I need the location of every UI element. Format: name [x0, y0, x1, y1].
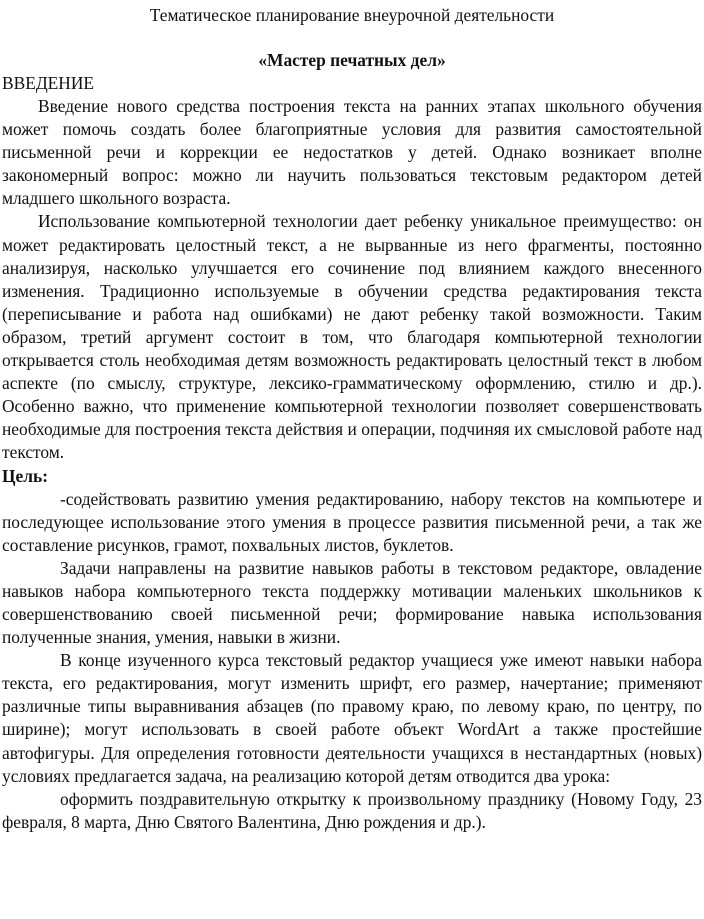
intro-paragraph-1: Введение нового средства построения текста на ранних этапах школьного обучения может помочь создать более благоприятные условия для развития самостоятельной письменной речи и коррекции ее недостатков у детей. Однако возникает вполне закономерный вопрос: можно ли научить пользоваться текстовым редактором детей младшего школьного возраста. — [2, 96, 702, 209]
goal-heading: Цель: — [2, 465, 48, 486]
goal-paragraph-2: Задачи направлены на развитие навыков работы в текстовом редакторе, овладение навыков набора компьютерного текста поддержку мотивации маленьких школьников к совершенствованию своей письменной речи; формирование навыка использования полученные знания, умения, навыки в жизни. — [2, 557, 702, 648]
intro-heading: ВВЕДЕНИЕ — [2, 73, 95, 93]
goal-paragraph-1: -содействовать развитию умения редактированию, набору текстов на компьютере и последующее использование этого умения в процессе развития письменной речи, а так же составление рисунков, грамот, похвальных листов, буклетов. — [2, 488, 702, 555]
document-subtitle: «Мастер печатных дел» — [258, 50, 446, 70]
intro-paragraph-2: Использование компьютерной технологии дает ребенку уникальное преимущество: он может редактировать целостный текст, а не вырванные из него фрагменты, постоянно анализируя, насколько улучшается его сочинение под влиянием каждого внесенного изменения. Традиционно используемые в обучении средства редактирования текста (переписывание и работа над ошибками) не дают ребенку такой возможности. Таким образом, третий аргумент состоит в том, что благодаря компьютерной технологии открывается столь необходимая детям возможность редактировать целостный текст в любом аспекте (по смыслу, структуре, лексико-грамматическому оформлению, стилю и др.). Особенно важно, что применение компьютерной технологии позволяет совершенствовать необходимые для построения текста действия и операции, подчиняя их смысловой работе над текстом. — [2, 211, 702, 463]
document-title: Тематическое планирование внеурочной деятельности — [149, 5, 555, 25]
goal-paragraph-4: оформить поздравительную открытку к произвольному празднику (Новому Году, 23 февраля, 8 марта, Дню Святого Валентина, Дню рождения и др.). — [2, 788, 702, 832]
goal-paragraph-3: В конце изученного курса текстовый редактор учащиеся уже имеют навыки набора текста, его редактирования, могут изменить шрифт, его размер, начертание; применяют различные типы выравнивания абзацев (по правому краю, по левому краю, по центру, по ширине); могут использовать в своей работе объект WordArt а также простейшие автофигуры. Для определения готовности деятельности учащихся в нестандартных (новых) условиях предлагается задача, на реализацию которой детям отводится два урока: — [2, 650, 702, 786]
